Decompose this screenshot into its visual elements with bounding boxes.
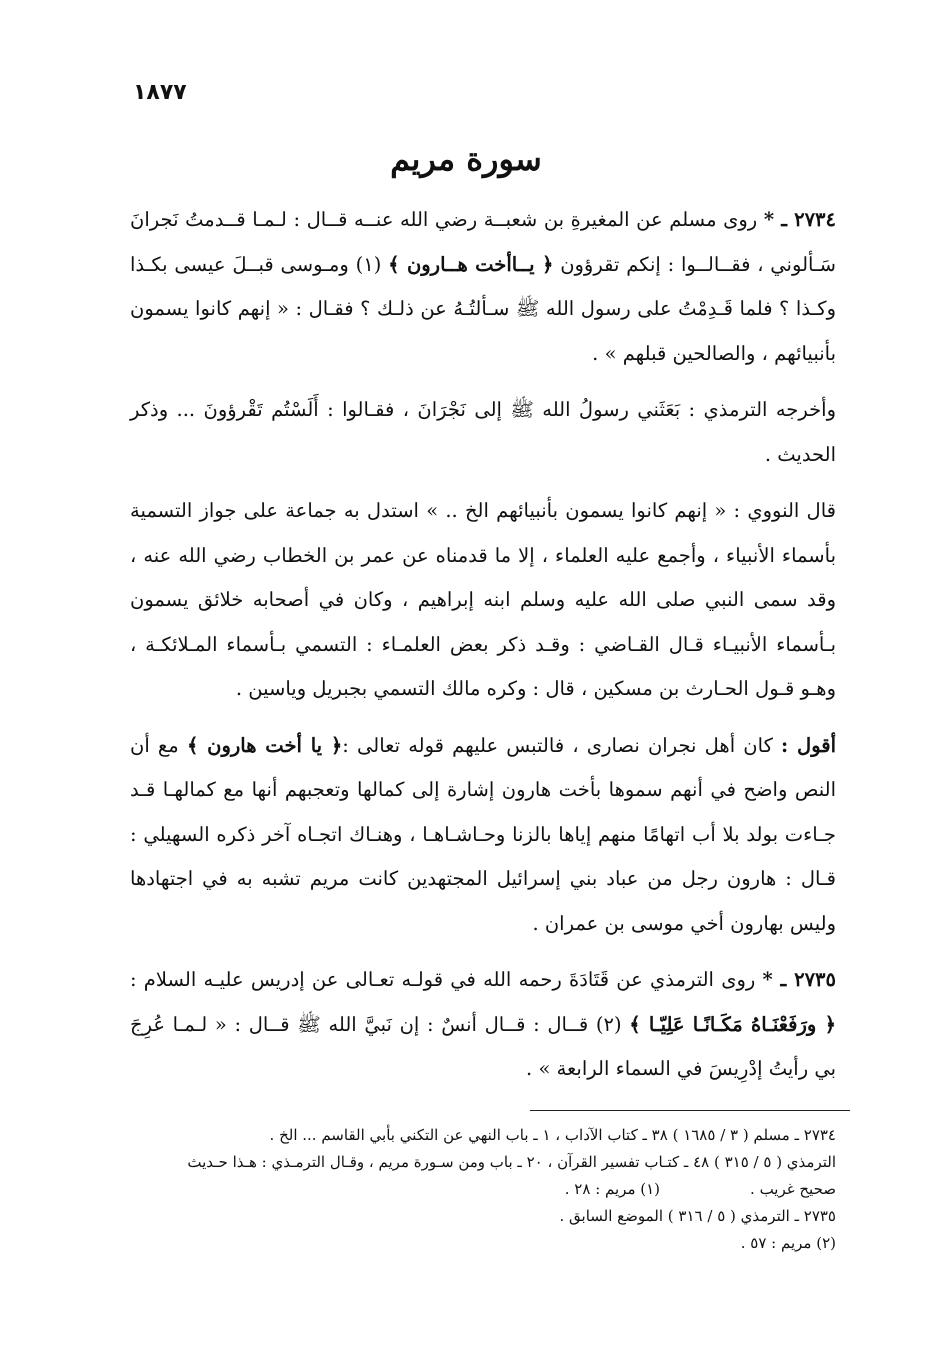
commentary-lead: أقول :: [781, 733, 837, 757]
paragraph-text: قال النووي : « إنهم كانوا يسمون بأنبيائهم الخ .. » استدل به جماعة على جواز التسمية بأسماء الأنبياء ، وأجمع عليه العلماء ، إلا ما قدمناه عن عمر بن الخطاب رضي الله عنه ، وقد سمى النبي صلى الله عليه وسلم ابنه إبراهيم ، وكان في أصحابه خلائق يسمون بـأسماء الأنبيـاء قـال القـاضي : وقـد ذكر بعض العلمـاء : التسمي بـأسماء المـلائكـة ، وهـو قـول الحـارث بن مسكين ، قال : وكره مالك التسمي بجبريل وياسين .: [130, 499, 836, 700]
footnote-tirmidhi-2734: الترمذي ( ٥ / ٣١٥ ) ٤٨ ـ كتـاب تفسير القرآن ، ٢٠ ـ باب ومن سـورة مريم ، وقـال الترمـذي : هـذا حـديث: [187, 1153, 836, 1171]
footnote-verse-2: (٢) مريم : ٥٧ .: [740, 1234, 836, 1252]
quran-quote: ﴿ يــاأخت هــارون ﴾: [388, 252, 554, 276]
paragraph-text: ومـوسى قبــلَ عيسى بكـذا وكـذا ؟ فلما قَـدِمْتُ على رسول الله ﷺ سـألتُـهُ عن ذلـك ؟ فقـال : « إنهم كانوا يسمون بأنبيائهم ، والصالحين قبلهم » .: [130, 252, 836, 365]
paragraph-text: وأخرجه الترمذي : بَعَثَني رسولُ الله ﷺ إلى نَجْرَانَ ، فقـالوا : أَلَسْتُم تَقْرؤونَ ... وذكر الحديث .: [130, 398, 836, 466]
footnote-divider: [530, 1110, 850, 1111]
paragraph-text: روى الترمذي عن قَتَادَةَ رحمه الله في قولـه تعـالى عن إدريس عليـه السلام :: [130, 968, 763, 991]
footnote-ref: (٢): [588, 1012, 630, 1036]
tirmidhi-paragraph: [130, 388, 836, 477]
footnotes: [130, 1122, 836, 1257]
body-text: [130, 198, 836, 1104]
hadith-number: ٢٧٣٥ ـ *: [762, 968, 836, 991]
footnote-line-pair: [130, 1176, 836, 1203]
footnote-gap: [660, 1176, 750, 1203]
quran-quote: ﴿ ورَفَعْنَـاهُ مَكَـانًـا عَلِيّـا ﴾: [629, 1012, 837, 1036]
hadith-2734: [130, 198, 836, 376]
quran-quote: ﴿ يا أخت هارون ﴾: [186, 733, 343, 757]
nawawi-paragraph: [130, 489, 836, 712]
surah-title: سورة مريم: [390, 140, 542, 178]
footnote-verse-1: (١) مريم : ٢٨ .: [564, 1180, 661, 1198]
footnote-continuation: صحيح غريب .: [750, 1180, 836, 1198]
page-number: ١٨٧٧: [133, 80, 187, 105]
footnote-ref: (١): [348, 252, 389, 276]
paragraph-text: مع أن النص واضح في أنهم سموها بأخت هارون إشارة إلى كمالها وتعجبهم أنها مع كمالهـا قـد جـاءت بولد بلا أب اتهامًا منهم إياها بالزنا وحـاشـاهـا ، وهنـاك اتجـاه آخر ذكره السهيلي : قـال : هارون رجل من عباد بني إسرائيل المجتهدين كانت مريم تشبه به في اجتهادها وليس بهارون أخي موسى بن عمران .: [130, 733, 836, 935]
paragraph-text: قــال : قــال أنسٌ : إن نَبيَّ الله ﷺ قــال : « لـمـا عُرِجَ بي رأيتُ إدْرِيسَ في السماء الرابعة » .: [130, 1012, 836, 1080]
paragraph-text: روى مسلم عن المغيرةِ بن شعبــة رضي الله عنــه قــال : لـمـا قــدمتُ نَجرانَ سَـألوني ، فقــالــوا : إنكم تقرؤون: [130, 208, 836, 276]
footnote-source-2735: ٢٧٣٥ ـ الترمذي ( ٥ / ٣١٦ ) الموضع السابق .: [559, 1207, 836, 1225]
paragraph-text: كان أهل نجران نصارى ، فالتبس عليهم قوله تعالى :: [342, 733, 782, 757]
footnote-source-2734: ٢٧٣٤ ـ مسلم ( ٣ / ١٦٨٥ ) ٣٨ ـ كتاب الآداب ، ١ ـ باب النهي عن التكني بأبي القاسم ... الخ .: [269, 1126, 836, 1144]
hadith-2735: [130, 958, 836, 1092]
commentary-paragraph: [130, 724, 836, 947]
hadith-number: ٢٧٣٤ ـ *: [763, 208, 836, 231]
